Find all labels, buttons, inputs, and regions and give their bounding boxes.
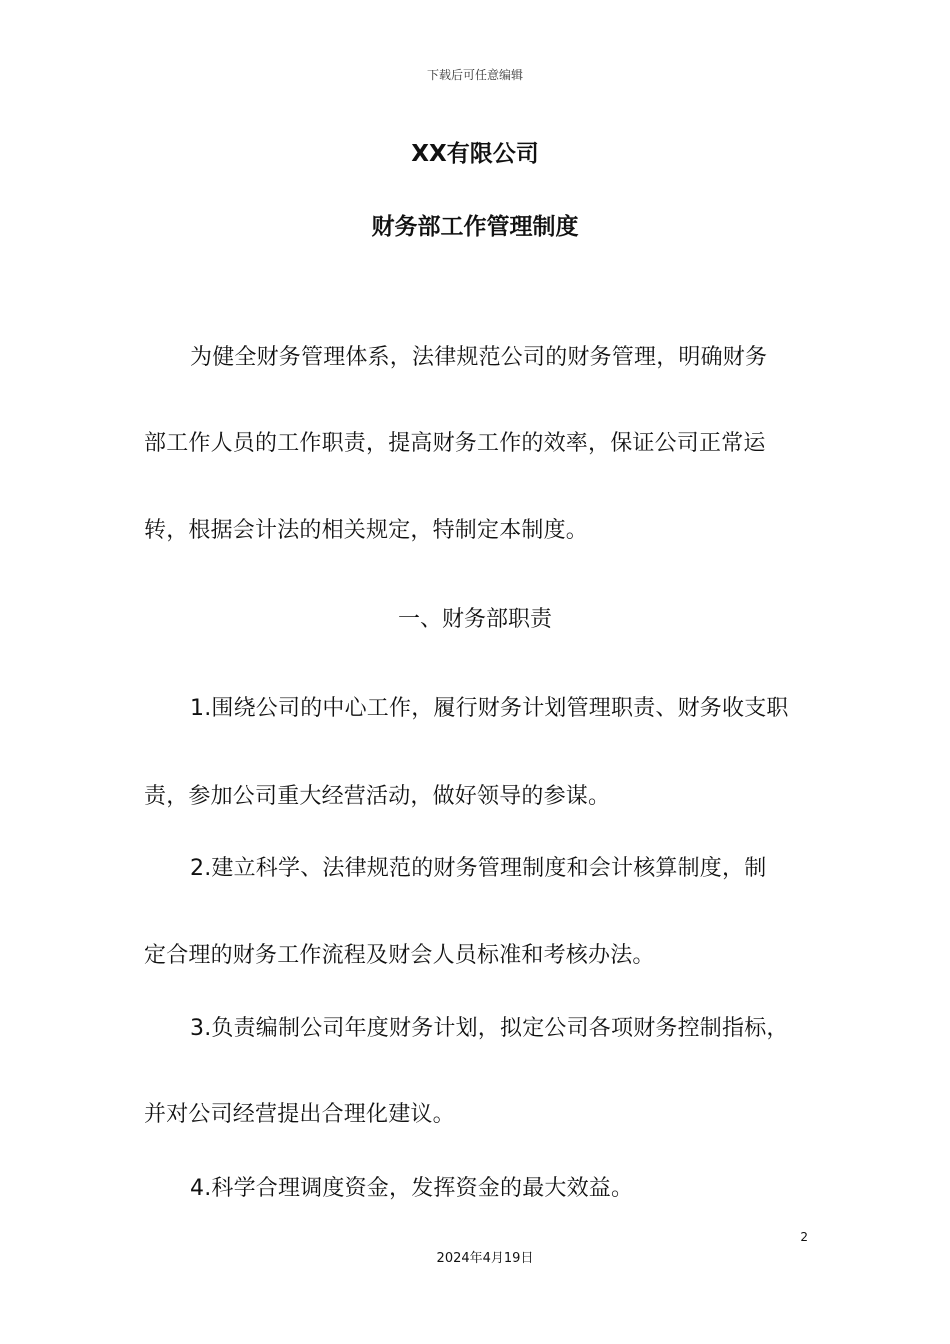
page-number: 2 <box>800 1230 808 1244</box>
intro-paragraph-line: 部工作人员的工作职责，提高财务工作的效率，保证公司正常运 <box>144 431 766 456</box>
list-item-line: 4.科学合理调度资金，发挥资金的最大效益。 <box>190 1176 634 1201</box>
intro-paragraph-line: 转，根据会计法的相关规定，特制定本制度。 <box>144 518 589 543</box>
list-item-line: 2.建立科学、法律规范的财务管理制度和会计核算制度，制 <box>190 856 767 881</box>
section-heading: 一、财务部职责 <box>397 607 552 632</box>
list-item-line: 责，参加公司重大经营活动，做好领导的参谋。 <box>144 784 611 809</box>
document-title: 财务部工作管理制度 <box>371 214 579 240</box>
list-item-line: 定合理的财务工作流程及财会人员标准和考核办法。 <box>144 943 655 968</box>
company-title: XX有限公司 <box>411 141 539 167</box>
list-item-line: 1.围绕公司的中心工作，履行财务计划管理职责、财务收支职 <box>190 696 789 721</box>
header-note: 下载后可任意编辑 <box>426 68 523 82</box>
list-item-line: 3.负责编制公司年度财务计划，拟定公司各项财务控制指标， <box>190 1016 789 1041</box>
list-item-line: 并对公司经营提出合理化建议。 <box>144 1102 455 1127</box>
footer-date: 2024年4月19日 <box>436 1251 534 1266</box>
intro-paragraph-line: 为健全财务管理体系，法律规范公司的财务管理，明确财务 <box>190 345 768 370</box>
